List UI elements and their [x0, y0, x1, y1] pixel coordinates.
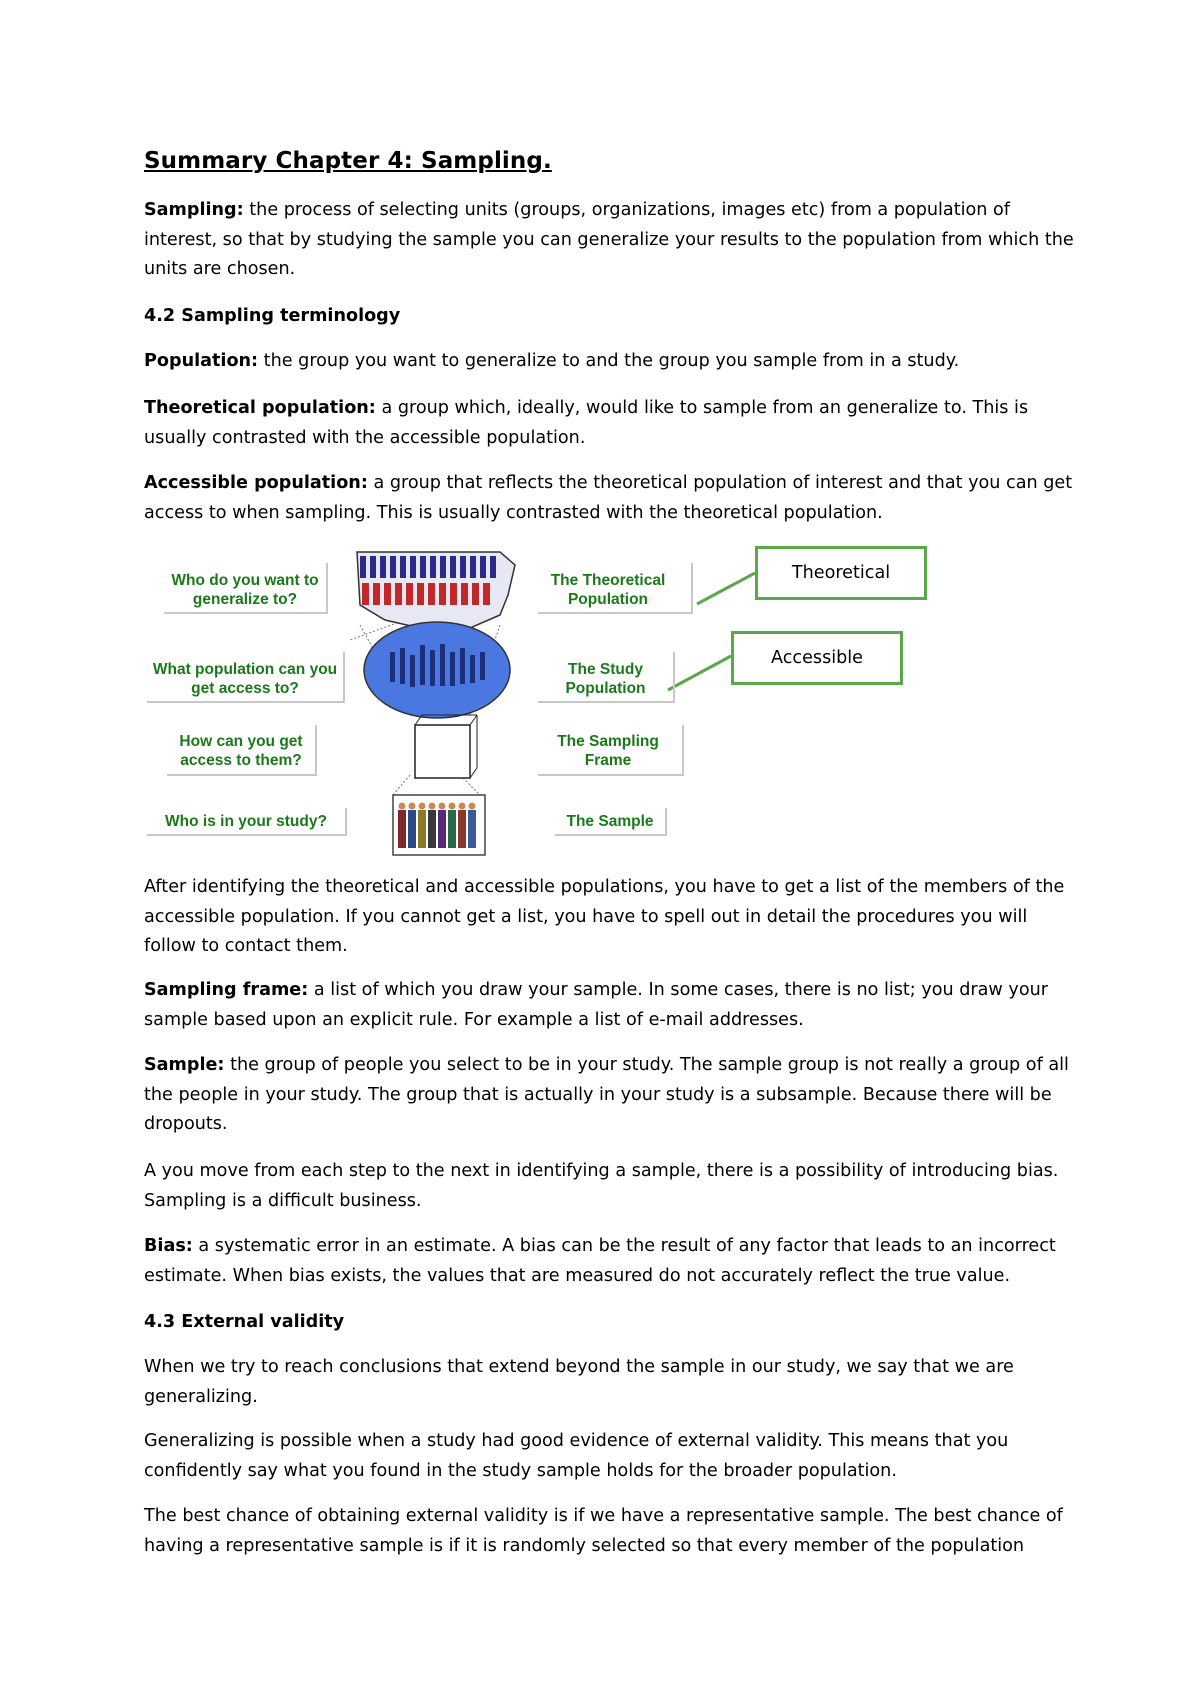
term-bias: Bias:: [144, 1236, 193, 1256]
label-the-sample: The Sample: [566, 813, 654, 830]
paragraph-after-identifying: After identifying the theoretical and accessible populations, you have to get a list of the members of the accessible population. If you cannot get a list, you have to spell out in detail the procedures you will follow to contact them.: [144, 877, 1065, 956]
right-box-1: [538, 563, 693, 614]
definition-population: the group you want to generalize to and the group you sample from in a study.: [258, 351, 960, 371]
paragraph-sampling: [144, 196, 1084, 285]
definition-sample: the group of people you select to be in your study. The sample group is not really a group of all the people in your study. The group that is actually in your study is a subsample. Because there will be dropouts.: [144, 1055, 1069, 1134]
label-theoretical-population: The Theoretical Population: [550, 572, 666, 608]
label-how-access: How can you get access to them?: [179, 733, 303, 769]
term-sampling: Sampling:: [144, 200, 244, 220]
term-theoretical: Theoretical population:: [144, 398, 376, 418]
left-box-4: [147, 808, 347, 836]
sample-people-icon: [393, 795, 485, 855]
paragraph-sampling-frame: [144, 976, 1084, 1035]
definition-sampling: the process of selecting units (groups, organizations, images etc) from a population of interest, so that by studying the sample you can generalize your results to the population from which the units are chosen.: [144, 200, 1074, 279]
right-box-2: [538, 652, 675, 703]
paragraph-sample: [144, 1051, 1084, 1140]
heading-4-3: 4.3 External validity: [144, 1312, 345, 1332]
paragraph-theoretical: [144, 394, 1084, 453]
paragraph-move: A you move from each step to the next in identifying a sample, there is a possibility of introducing bias. Sampling is a difficult business.: [144, 1161, 1059, 1211]
paragraph-bias: [144, 1232, 1084, 1291]
paragraph-generalizing-2: Generalizing is possible when a study had good evidence of external validity. This means that you confidently say what you found in the study sample holds for the broader population.: [144, 1431, 1009, 1481]
definition-sampling-frame: a list of which you draw your sample. In some cases, there is no list; you draw your sample based upon an explicit rule. For example a list of e-mail addresses.: [144, 980, 1048, 1030]
label-study-population: The Study Population: [565, 661, 646, 697]
paragraph-accessible: [144, 469, 1084, 528]
left-box-1: [164, 563, 328, 614]
callout-accessible: Accessible: [731, 631, 903, 685]
crowd-ellipse-icon: [364, 622, 510, 718]
page-title: Summary Chapter 4: Sampling.: [144, 148, 552, 174]
paragraph-population: [144, 347, 1084, 377]
term-population: Population:: [144, 351, 259, 371]
label-who-study: Who is in your study?: [165, 813, 327, 830]
us-map-icon: [357, 552, 515, 628]
right-box-4: [555, 808, 667, 836]
term-sampling-frame: Sampling frame:: [144, 980, 309, 1000]
label-what-population: What population can you get access to?: [152, 661, 338, 697]
term-sample: Sample:: [144, 1055, 225, 1075]
label-sampling-frame: The Sampling Frame: [557, 733, 659, 769]
callout-theoretical: Theoretical: [755, 546, 927, 600]
paragraph-best-chance: The best chance of obtaining external validity is if we have a representative sample. The best chance of having a representative sample is if it is randomly selected so that every member of the population: [144, 1506, 1063, 1556]
heading-4-2: 4.2 Sampling terminology: [144, 306, 401, 326]
definition-bias: a systematic error in an estimate. A bias can be the result of any factor that leads to an incorrect estimate. When bias exists, the values that are measured do not accurately reflect the true value.: [144, 1236, 1056, 1286]
definition-theoretical: a group which, ideally, would like to sample from an generalize to. This is usually contrasted with the accessible population.: [144, 398, 1029, 448]
right-box-3: [538, 725, 684, 776]
label-who-generalize: Who do you want to generalize to?: [171, 572, 319, 608]
term-accessible: Accessible population:: [144, 473, 368, 493]
paragraph-generalizing-1: When we try to reach conclusions that extend beyond the sample in our study, we say that we are generalizing.: [144, 1357, 1014, 1407]
definition-accessible: a group that reflects the theoretical population of interest and that you can get access to when sampling. This is usually contrasted with the theoretical population.: [144, 473, 1073, 523]
sampling-frame-box-icon: [415, 715, 477, 778]
left-box-2: [147, 652, 345, 703]
left-box-3: [167, 725, 317, 776]
